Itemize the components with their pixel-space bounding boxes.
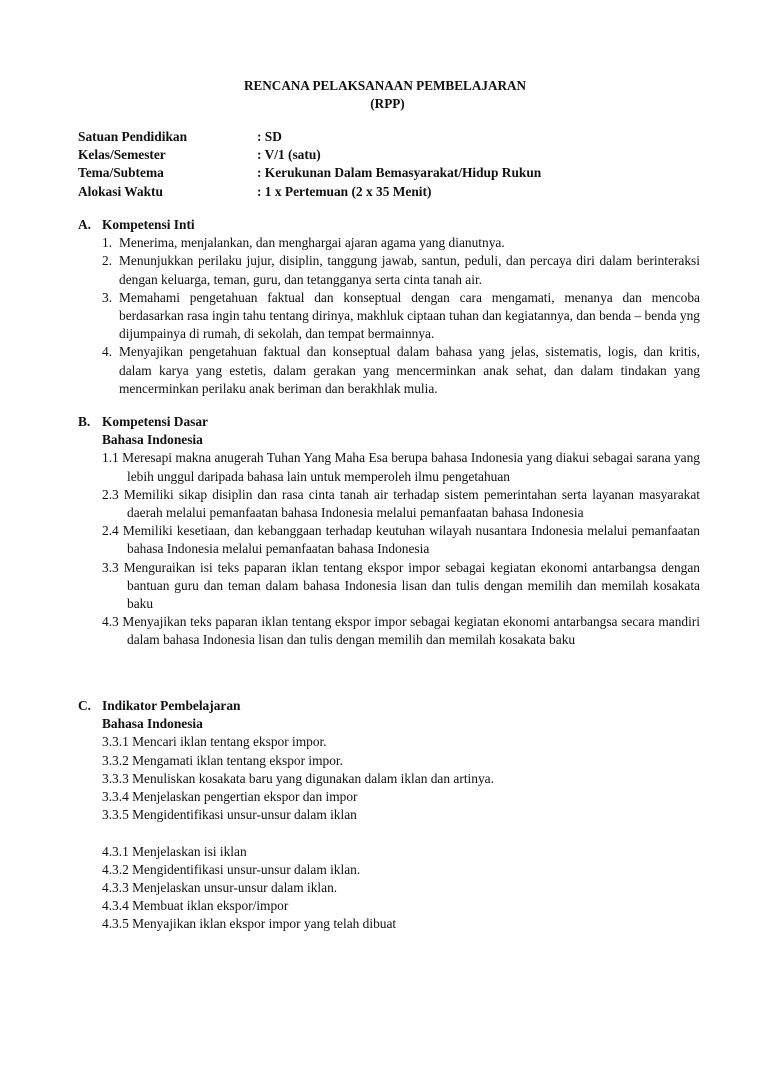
list-item: 3.3.3 Menuliskan kosakata baru yang digunakan dalam iklan dan artinya. [102,770,494,786]
list-item: 3.3.2 Mengamati iklan tentang ekspor impor. [102,752,343,768]
identity-value: : 1 x Pertemuan (2 x 35 Menit) [257,183,432,199]
section-indikator [78,697,700,934]
subject-heading: Bahasa Indonesia [102,432,203,448]
identity-row [78,183,541,201]
section-title: Kompetensi Inti [102,217,195,232]
item-number: 1. [102,235,113,251]
section-heading [78,216,700,234]
identity-row [78,146,541,164]
spacer [102,824,700,842]
list-item: 3.3.4 Menjelaskan pengertian ekspor dan impor [102,789,358,805]
list-item: 2.3 Memiliki sikap disiplin dan rasa cinta tanah air terhadap sistem pemerintahan serta layanan masyarakat daerah melalui pemanfaatan bahasa Indonesia melalui pemanfaatan bahasa Indonesia [102,486,700,521]
identity-row [78,128,541,146]
list-item: 4.3.5 Menyajikan iklan ekspor impor yang telah dibuat [102,916,397,932]
section-title: Kompetensi Dasar [102,414,209,429]
list-item: 1.1 Meresapi makna anugerah Tuhan Yang Maha Esa berupa bahasa Indonesia yang diakui sebagai sarana yang lebih unggul daripada bahasa lain untuk memperoleh ilmu pengetahuan [102,450,700,484]
identity-value: : Kerukunan Dalam Bemasyarakat/Hidup Rukun [257,165,542,181]
list-item [102,343,700,398]
identity-value: : V/1 (satu) [257,147,321,163]
item-text: Menyajikan pengetahuan faktual dan konseptual dalam bahasa yang jelas, sistematis, logis, dan kritis, dalam karya yang estetis, dalam gerakan yang mencerminkan anak sehat, dan dalam tindakan yang mencerminkan perilaku anak beriman dan berakhlak mulia. [119,344,700,396]
section-letter: C. [78,698,92,713]
identity-table [78,128,541,201]
item-text: Menerima, menjalankan, dan menghargai ajaran agama yang dianutnya. [119,235,505,251]
section-kompetensi-inti [78,216,700,398]
document-title [0,77,768,113]
identity-key: Tema/Subtema [78,165,164,181]
section-heading [78,413,700,431]
list-item [102,289,700,344]
identity-value: : SD [257,129,282,144]
list-item: 3.3.1 Mencari iklan tentang ekspor impor. [102,734,327,750]
list-item: 2.4 Memiliki kesetiaan, dan kebanggaan terhadap keutuhan wilayah nusantara Indonesia melalui pemanfaatan bahasa Indonesia melalui pemanfaatan bahasa Indonesia [102,523,700,557]
title-line-1: RENCANA PELAKSANAAN PEMBELAJARAN [243,78,527,93]
identity-row [78,164,541,182]
section-letter: B. [78,414,91,429]
item-number: 3. [102,289,113,305]
indicator-list [78,733,700,933]
subject-heading: Bahasa Indonesia [102,716,203,732]
list-item: 3.3.5 Mengidentifikasi unsur-unsur dalam iklan [102,807,357,823]
identity-key: Satuan Pendidikan [78,129,188,144]
identity-key: Kelas/Semester [78,147,166,163]
item-text: Memahami pengetahuan faktual dan konseptual dengan cara mengamati, menanya dan mencoba berdasarkan rasa ingin tahu tentang dirinya, makhluk ciptaan tuhan dan kegiatannya, dan benda – benda yng dijumpainya di rumah, di sekolah, dan tempat bermainnya. [119,289,700,342]
item-number: 4. [102,344,113,360]
title-line-2: (RPP) [370,96,405,112]
item-text: Menunjukkan perilaku jujur, disiplin, tanggung jawab, santun, peduli, dan percaya diri dalam berinteraksi dengan keluarga, teman, guru, dan tetangganya serta cinta tanah air. [119,253,700,287]
list-item [102,252,700,288]
section-title: Indikator Pembelajaran [102,698,241,713]
list-item: 3.3 Menguraikan isi teks paparan iklan tentang ekspor impor sebagai kegiatan ekonomi antarbangsa dengan bantuan guru dan teman dalam bahasa Indonesia lisan dan tulis dengan memilih dan memilah kosakata baku [102,559,700,612]
list-item: 4.3.4 Membuat iklan ekspor/impor [102,898,289,914]
identity-key: Alokasi Waktu [78,183,163,199]
list-item: 4.3 Menyajikan teks paparan iklan tentang ekspor impor sebagai kegiatan ekonomi antarbangsa secara mandiri dalam bahasa Indonesia lisan dan tulis dengan memilih dan memilah kosakata baku [102,614,700,648]
kompetensi-dasar-list [78,449,700,649]
item-number: 2. [102,253,113,269]
list-item [102,234,700,252]
section-heading [78,697,700,715]
list-item: 4.3.2 Mengidentifikasi unsur-unsur dalam iklan. [102,861,361,877]
kompetensi-inti-list [78,234,700,398]
section-kompetensi-dasar [78,413,700,650]
list-item: 4.3.3 Menjelaskan unsur-unsur dalam iklan. [102,880,338,896]
list-item: 4.3.1 Menjelaskan isi iklan [102,843,247,859]
section-letter: A. [78,217,92,232]
